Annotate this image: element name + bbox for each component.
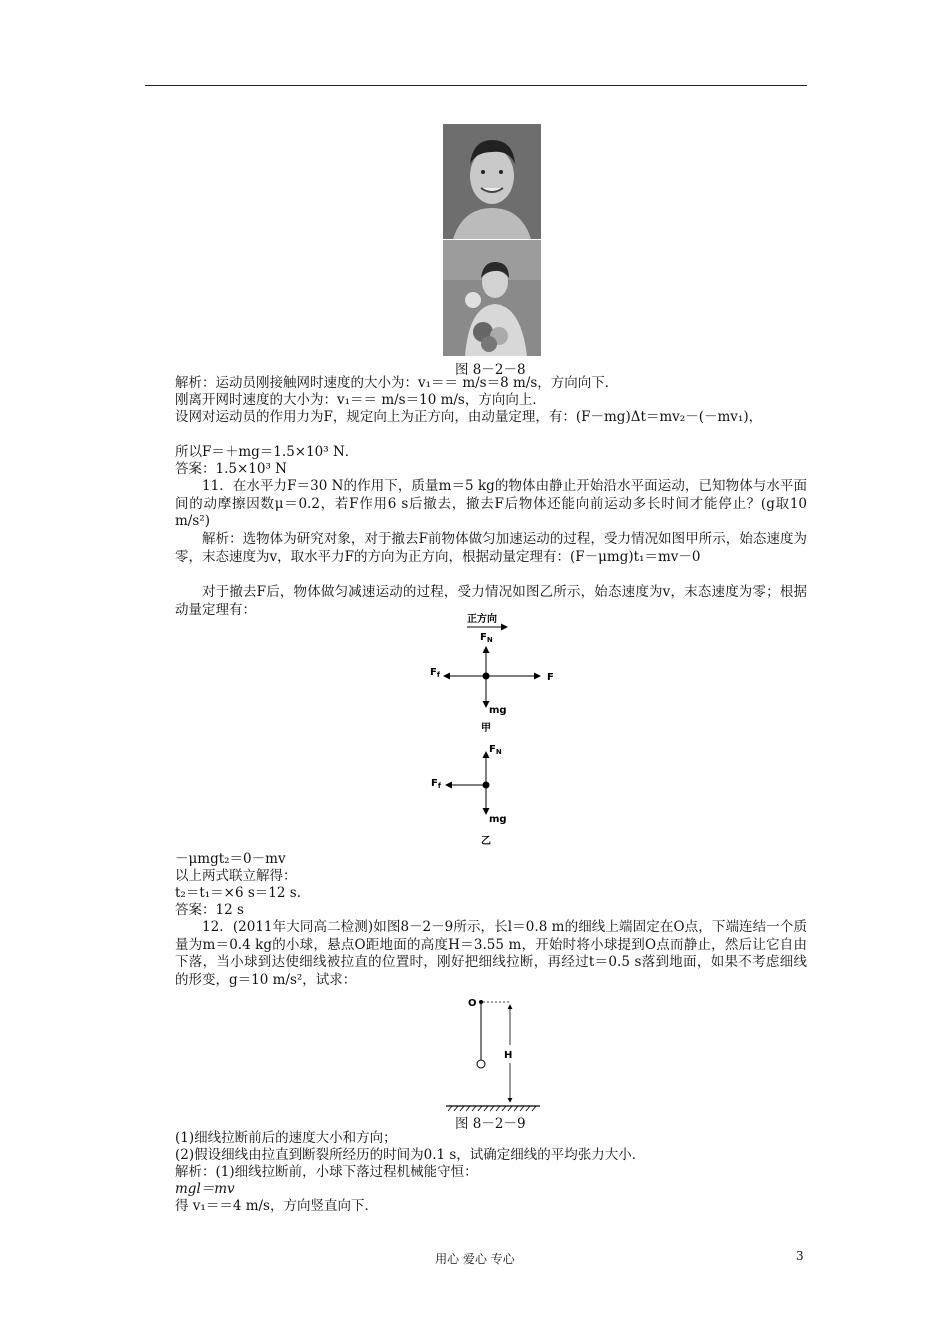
o-label: O (468, 998, 477, 1009)
footer-text: 用心 爱心 专心 (435, 1252, 515, 1266)
header-rule (145, 85, 807, 86)
result-line: t₂＝t₁＝×6 s＝12 s． (175, 885, 311, 901)
analysis-paragraph: 解析：选物体为研究对象，对于撤去F前物体做匀加速运动的过程，受力情况如图甲所示，始态速度为零，末态速度为v，取水平力F的方向为正方向，根据动量定理有：(F－μmg)t₁＝mv－0 (175, 531, 807, 565)
ball (477, 1060, 485, 1068)
analysis-line: 解析：运动员刚接触网时速度的大小为：v₁＝＝ m/s＝8 m/s，方向向下． (175, 375, 619, 391)
mg-label: mg (489, 814, 507, 825)
ff-label: $F_f$ (430, 667, 440, 679)
question-line: (2)假设细线由拉直到断裂所经历的时间为0.1 s，试确定细线的平均张力大小． (175, 1147, 646, 1163)
f-label: F (547, 672, 554, 683)
figure-caption: 图 8－2－9 (455, 1116, 526, 1132)
analysis-line: 所以F＝＋mg＝1.5×10³ N． (175, 444, 359, 460)
force-diagram-yi (415, 740, 565, 850)
diagram-caption: 乙 (481, 836, 491, 847)
object-dot (483, 782, 490, 789)
page-number: 3 (796, 1249, 804, 1263)
question-line: (1)细线拉断前后的速度大小和方向； (175, 1130, 397, 1146)
problem-text: 12．(2011年大同高二检测)如图8－2－9所示，长l＝0.8 m的细线上端固定在O点，下端连结一个质量为m＝0.4 kg的小球，悬点O距地面的高度H＝3.55 m，开始时将小球提到O点而静止，然后让它自由下落，当小球到达使细线被拉直的位置时，刚好把细线拉断，再经过t＝0.5 s落到地面，如果不考虑细线的形变，g＝10 m/s²，试求： (175, 919, 807, 988)
figure-caption: 图 8－2－8 (455, 362, 526, 378)
diagram-caption: 甲 (481, 723, 491, 734)
answer-line: 答案：1.5×10³ N (175, 461, 287, 477)
result-line: 得 v₁＝＝4 m/s，方向竖直向下． (175, 1198, 378, 1214)
h-label: H (504, 1050, 513, 1061)
fn-label: $F_N$ (489, 744, 502, 756)
answer-line: 答案：12 s (175, 902, 244, 918)
equation-line: －μmgt₂＝0－mv (175, 851, 286, 867)
analysis-line: 解析：(1)细线拉断前，小球下落过程机械能守恒： (175, 1164, 478, 1180)
problem-text: 11．在水平力F＝30 N的作用下，质量m＝5 kg的物体由静止开始沿水平面运动，已知物体与水平面间的动摩擦因数μ＝0.2，若F作用6 s后撤去，撤去F后物体还能向前运动多长时间才能停止？(g取10 m/s²) (175, 478, 807, 529)
direction-label: 正方向 (467, 614, 497, 625)
athlete-photo-bottom (443, 240, 541, 356)
analysis-line: 以上两式联立解得： (175, 868, 297, 884)
force-diagram-jia (415, 610, 565, 738)
analysis-paragraph: 对于撤去F后，物体做匀减速运动的过程，受力情况如图乙所示，始态速度为v，末态速度为零；根据动量定理有： (175, 584, 807, 618)
fn-label: $F_N$ (480, 632, 493, 644)
object-dot (483, 673, 490, 680)
ff-label: $F_f$ (431, 778, 441, 790)
athlete-photo-top (443, 124, 541, 239)
pendulum-diagram (440, 990, 550, 1115)
equation-line: mgl＝mv (175, 1181, 235, 1197)
analysis-line: 设网对运动员的作用力为F，规定向上为正方向，由动量定理，有：(F－mg)Δt＝mv₂－(－mv₁)， (175, 409, 763, 425)
mg-label: mg (489, 705, 507, 716)
analysis-line: 刚离开网时速度的大小为：v₁＝＝ m/s＝10 m/s，方向向上． (175, 392, 546, 408)
